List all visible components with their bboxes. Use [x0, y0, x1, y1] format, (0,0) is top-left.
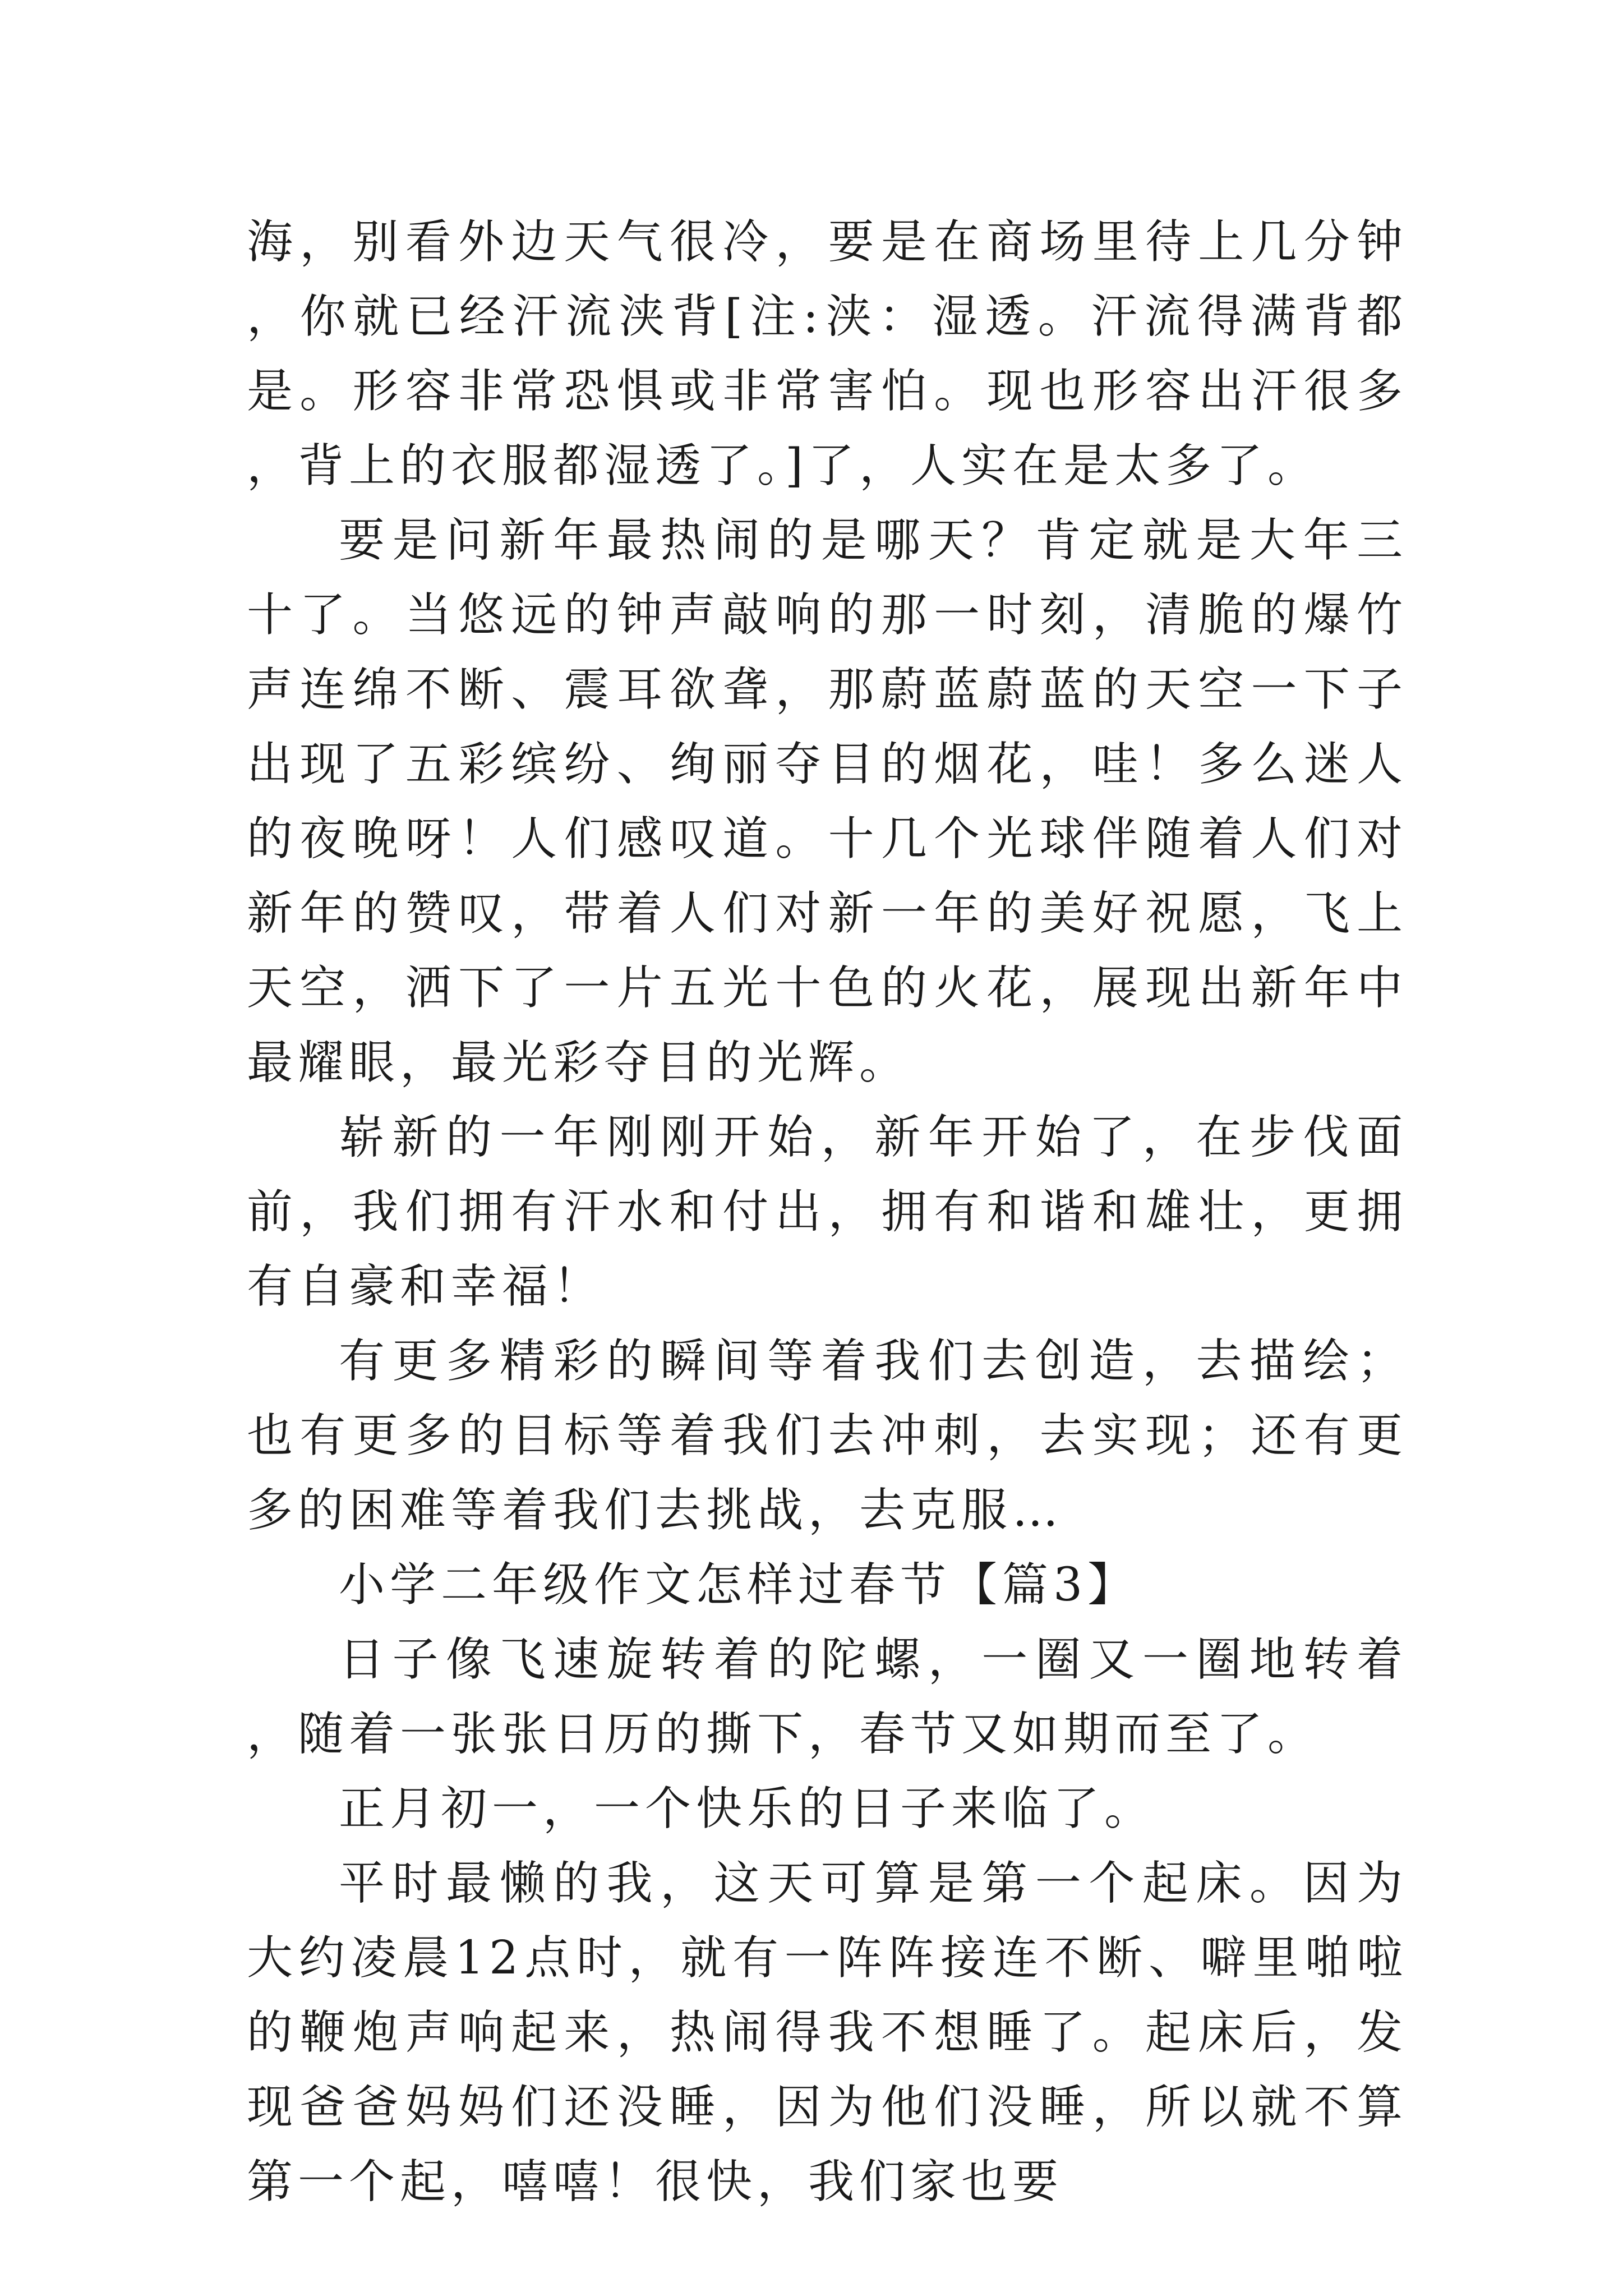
paragraph-first-day: 正月初一，一个快乐的日子来临了。 — [339, 1782, 1156, 1835]
document-body — [247, 205, 1408, 2219]
paragraph-new-year-start: 崭新的一年刚刚开始，新年开始了，在步伐面前，我们拥有汗水和付出，拥有和谐和雄壮，更拥有自豪和幸福！ — [247, 1111, 1408, 1313]
paragraph-more-moments: 有更多精彩的瞬间等着我们去创造，去描绘；也有更多的目标等着我们去冲刺，去实现；还有更多的困难等着我们去挑战，去克服… — [247, 1335, 1408, 1537]
section-heading: 小学二年级作文怎样过春节【篇3】 — [339, 1558, 1139, 1612]
paragraph-continuation: 海，别看外边天气很冷，要是在商场里待上几分钟，你就已经汗流浃背[注:浃：湿透。汗流得满背都是。形容非常恐惧或非常害怕。现也形容出汗很多，背上的衣服都湿透了。]了，人实在是太多了。 — [247, 215, 1408, 493]
paragraph-spinning-top: 日子像飞速旋转着的陀螺，一圈又一圈地转着，随着一张张日历的撕下，春节又如期而至了。 — [247, 1633, 1408, 1761]
paragraph-woke-up: 平时最懒的我，这天可算是第一个起床。因为大约凌晨12点时，就有一阵阵接连不断、噼里啪啦的鞭炮声响起来，热闹得我不想睡了。起床后，发现爸爸妈妈们还没睡，因为他们没睡，所以就不算第一个起，嘻嘻！很快，我们家也要 — [247, 1857, 1408, 2208]
paragraph-new-year-eve: 要是问新年最热闹的是哪天？肯定就是大年三十了。当悠远的钟声敲响的那一时刻，清脆的爆竹声连绵不断、震耳欲聋，那蔚蓝蔚蓝的天空一下子出现了五彩缤纷、绚丽夺目的烟花，哇！多么迷人的夜晚呀！人们感叹道。十几个光球伴随着人们对新年的赞叹，带着人们对新一年的美好祝愿，飞上天空，洒下了一片五光十色的火花，展现出新年中最耀眼，最光彩夺目的光辉。 — [247, 514, 1408, 1089]
